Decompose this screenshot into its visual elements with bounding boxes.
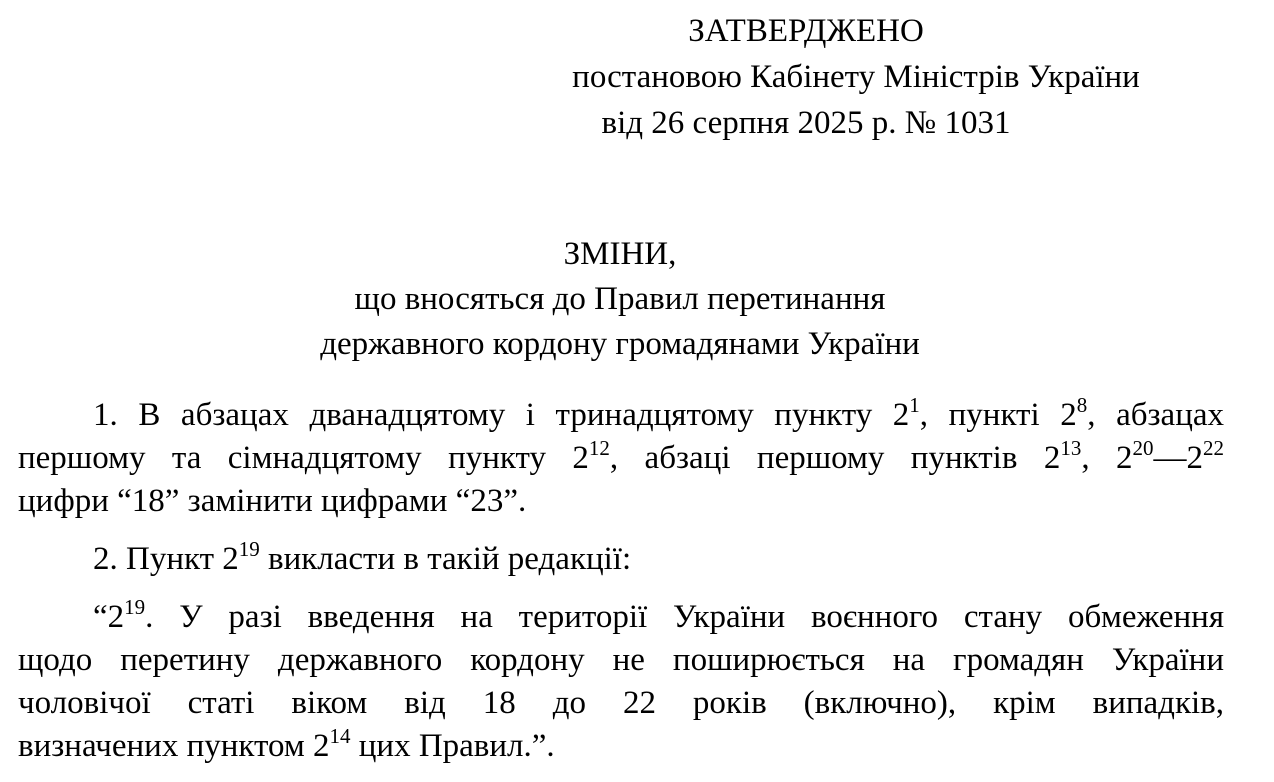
text-run: 2. Пункт 2 [93, 541, 239, 577]
approval-date-number: від 26 серпня 2025 р. № 1031 [601, 105, 1011, 141]
superscript: 1 [909, 393, 920, 417]
text-run: , абзацах [1087, 397, 1224, 433]
superscript: 20 [1132, 436, 1154, 460]
title-subtitle-1: що вносяться до Правил перетинання [354, 281, 886, 317]
text-run: , абзаці першому пунктів 2 [609, 440, 1061, 476]
text-run: викласти в такій редакції: [259, 541, 632, 577]
text-run: “2 [93, 599, 125, 635]
approval-authority: постановою Кабінету Міністрів України [572, 59, 1140, 95]
text-run: . У разі введення на території України воєнного стану обмеження [145, 599, 1224, 635]
paragraph-1-line-3: цифри “18” замінити цифрами “23”. [18, 483, 527, 519]
paragraph-1-line-2 [18, 437, 1224, 480]
text-run: визначених пунктом 2 [18, 728, 330, 764]
superscript: 19 [124, 595, 146, 619]
text-run: , пункті 2 [919, 397, 1077, 433]
title-subtitle-2: державного кордону громадянами України [320, 326, 920, 362]
paragraph-2 [18, 538, 1224, 581]
document-title [0, 232, 1240, 367]
text-run: , 2 [1081, 440, 1133, 476]
title-heading: ЗМІНИ, [563, 236, 677, 272]
approval-heading: ЗАТВЕРДЖЕНО [688, 13, 924, 49]
text-run: цих Правил.”. [350, 728, 555, 764]
superscript: 22 [1203, 436, 1224, 460]
text-run: 1. В абзацах дванадцятому і тринадцятому пункту 2 [93, 397, 910, 433]
paragraph-3-line-4 [18, 725, 1224, 768]
paragraph-3-quote [18, 596, 1224, 768]
superscript: 19 [238, 537, 260, 561]
superscript: 13 [1060, 436, 1082, 460]
paragraph-3-line-3: чоловічої статі віком від 18 до 22 років (включно), крім випадків, [18, 685, 1224, 721]
paragraph-3-line-1 [18, 596, 1224, 639]
superscript: 8 [1076, 393, 1088, 417]
superscript: 12 [588, 436, 610, 460]
paragraph-1 [18, 394, 1224, 523]
paragraph-1-line-1 [18, 394, 1224, 437]
text-run: першому та сімнадцятому пункту 2 [18, 440, 589, 476]
paragraph-2-line-1 [18, 538, 1224, 581]
text-run: —2 [1153, 440, 1203, 476]
approval-stamp [440, 8, 1272, 146]
superscript: 14 [329, 724, 351, 748]
paragraph-3-line-2: щодо перетину державного кордону не поширюється на громадян України [18, 642, 1224, 678]
